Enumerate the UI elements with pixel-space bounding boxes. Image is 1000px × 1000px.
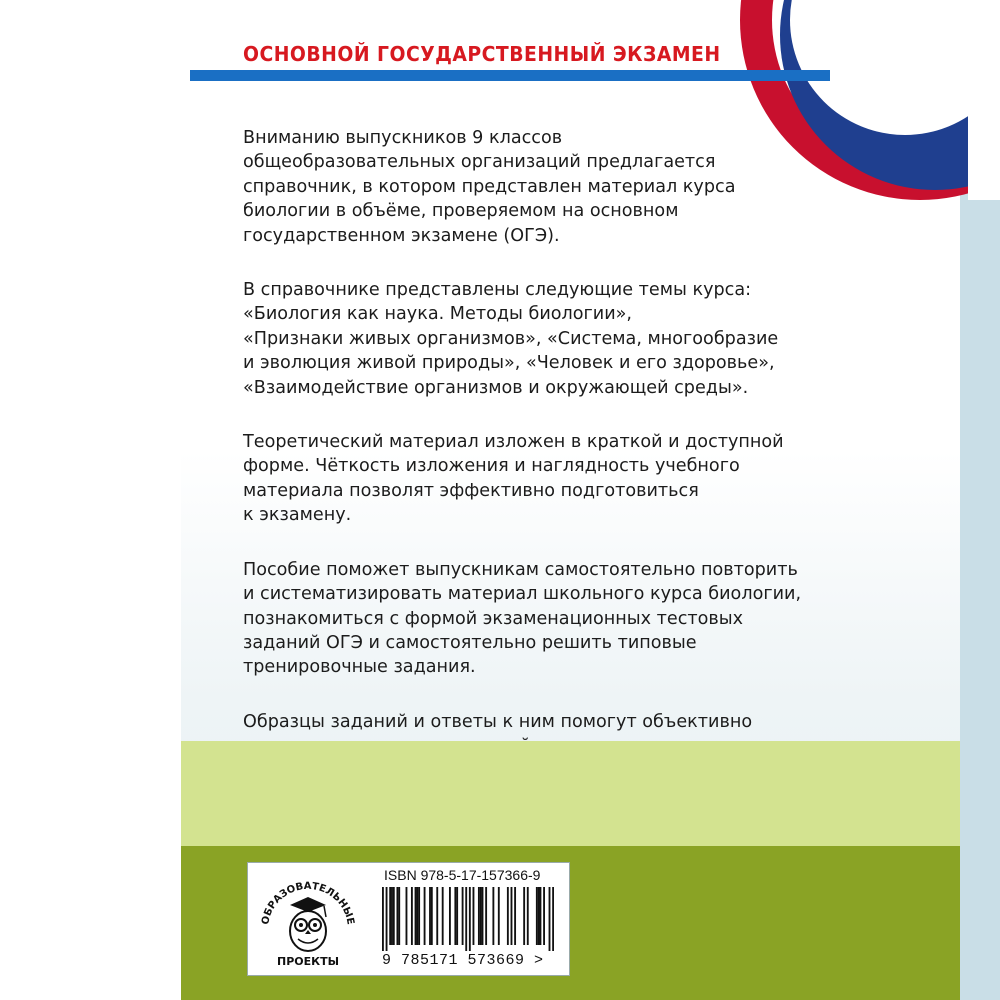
barcode-bar — [415, 887, 417, 945]
barcode-bar — [424, 887, 426, 945]
logo-text-top: ОБРАЗОВАТЕЛЬНЫЕ — [260, 880, 356, 926]
header-blue-stripe — [190, 70, 830, 81]
barcode-bar — [549, 887, 551, 951]
owl-graduate-icon — [290, 897, 326, 951]
barcode-bar — [436, 887, 438, 945]
barcode-bar — [485, 887, 487, 945]
barcode-bar — [543, 887, 545, 945]
barcode-bar — [418, 887, 420, 945]
isbn-label-box — [247, 862, 570, 976]
annotation-text — [243, 126, 803, 789]
barcode-bar — [469, 887, 471, 951]
barcode-bar — [482, 887, 484, 945]
barcode-bar — [465, 887, 467, 951]
barcode-bar — [507, 887, 509, 945]
paragraph: Теоретический материал изложен в краткой и доступной форме. Чёткость изложения и наглядность учебного материала позволят эффективно подготовиться к экзамену. — [243, 432, 784, 526]
barcode-bar — [391, 887, 393, 945]
barcode-bar — [456, 887, 458, 945]
series-title: ОСНОВНОЙ ГОСУДАРСТВЕННЫЙ ЭКЗАМЕН — [243, 42, 721, 66]
logo-text-bottom: ПРОЕКТЫ — [276, 955, 340, 968]
barcode-bar — [393, 887, 395, 945]
barcode-bar — [538, 887, 540, 945]
barcode-bar — [473, 887, 475, 945]
publisher-logo — [254, 867, 362, 971]
barcode-bar — [527, 887, 529, 945]
barcode-bar — [411, 887, 413, 945]
barcode-bar — [431, 887, 433, 945]
barcode-bar — [492, 887, 494, 945]
barcode-bar — [416, 887, 418, 945]
paragraph: Образцы заданий и ответы к ним помогут объективно — [243, 711, 753, 732]
barcode-bar — [396, 887, 398, 945]
paragraph: Пособие поможет выпускникам самостоятельно повторить и систематизировать материал школьного курса биологии, познакомиться с формой экзаменационных тестовых заданий ОГЭ и самостоятельно решить типовые тренировочные задания. — [243, 559, 802, 678]
barcode-bar — [514, 887, 516, 945]
barcode-bar — [540, 887, 542, 945]
barcode-bar — [386, 887, 388, 951]
ean13-barcode — [382, 887, 554, 951]
barcode-bar — [523, 887, 525, 945]
barcode-bar — [398, 887, 400, 945]
barcode-bar — [454, 887, 456, 945]
paragraph: В справочнике представлены следующие темы курса: «Биология как наука. Методы биологии», «Признаки живых организмов», «Система, многообразие и эволюция живой природы», «Человек и его здоровье», «Взаимодействие организмов и окружающей среды». — [243, 280, 779, 398]
barcode-bar — [449, 887, 451, 945]
barcode-bar — [462, 887, 464, 945]
paragraph: Вниманию выпускников 9 классов общеобразовательных организаций предлагается справочник, в котором представлен материал курса биологии в объёме, проверяемом на основном государственном экзамене (ОГЭ). — [243, 128, 736, 246]
barcode-bar — [382, 887, 384, 951]
barcode-bar — [536, 887, 538, 945]
barcode-bar — [478, 887, 480, 945]
barcode-bar — [406, 887, 408, 945]
barcode-digits: 9 785171 573669 > — [382, 952, 544, 969]
barcode-bar — [389, 887, 391, 945]
isbn-number: ISBN 978-5-17-157366-9 — [384, 867, 541, 883]
barcode-bar — [480, 887, 482, 945]
barcode-bar — [442, 887, 444, 945]
barcode-bar — [429, 887, 431, 945]
barcode-bar — [498, 887, 500, 945]
barcode-bar — [511, 887, 513, 945]
barcode-bar — [552, 887, 554, 951]
